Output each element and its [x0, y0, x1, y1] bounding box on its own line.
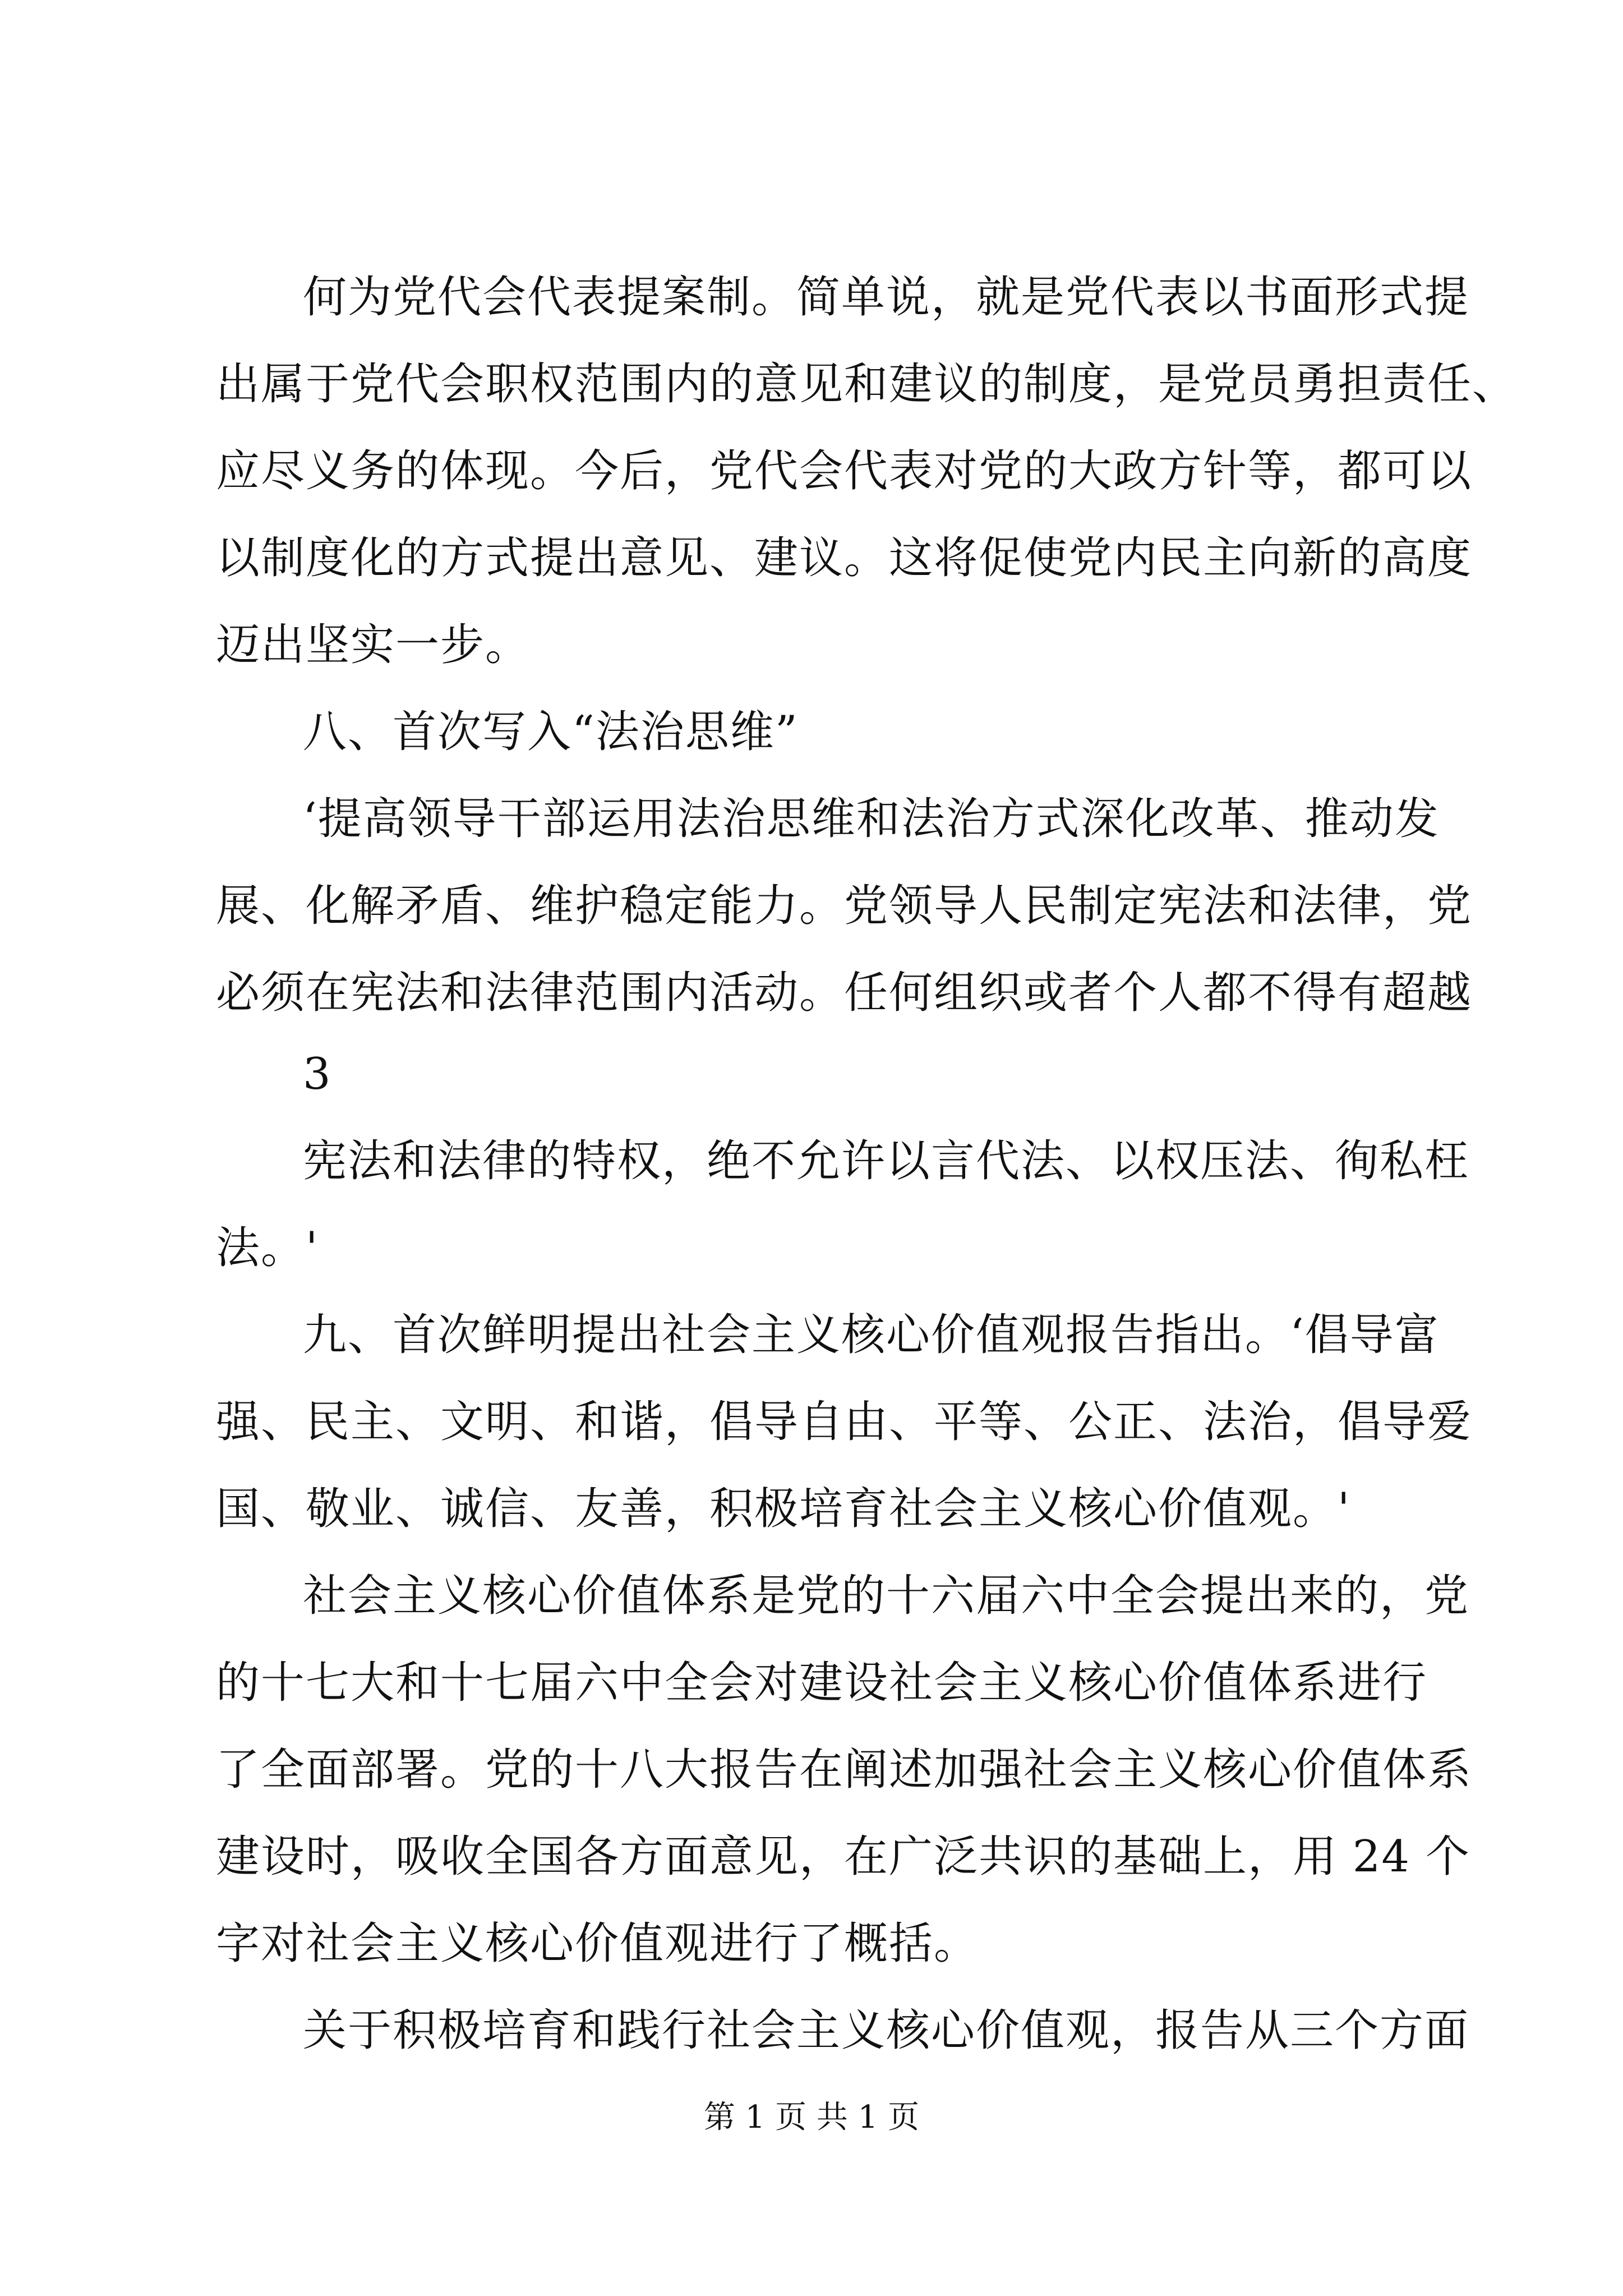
paragraph-3-line-1: 九、首次鲜明提出社会主义核心价值观报告指出。‘倡导富	[303, 1310, 1440, 1360]
paragraph-3-line-2: 强、民主、文明、和谐，倡导自由、平等、公正、法治，倡导爱	[216, 1397, 1473, 1447]
inline-page-number: 3	[303, 1049, 332, 1099]
paragraph-1-line-3: 应尽义务的体现。今后，党代会代表对党的大政方针等，都可以	[216, 446, 1473, 496]
section-heading-eight: 八、首次写入“法治思维”	[303, 707, 799, 757]
paragraph-1-line-2: 出属于党代会职权范围内的意见和建议的制度，是党员勇担责任、	[216, 359, 1518, 409]
paragraph-4-line-3: 了全面部署。党的十八大报告在阐述加强社会主义核心价值体系	[216, 1745, 1473, 1795]
paragraph-2-line-5: 法。'	[216, 1223, 319, 1273]
paragraph-1-line-5: 迈出坚实一步。	[216, 620, 531, 670]
paragraph-1-line-1: 何为党代会代表提案制。简单说，就是党代表以书面形式提	[303, 272, 1470, 323]
page-footer: 第 1 页 共 1 页	[703, 2099, 920, 2136]
paragraph-4-line-5: 字对社会主义核心价值观进行了概括。	[216, 1918, 979, 1969]
paragraph-4-line-4: 建设时，吸收全国各方面意见，在广泛共识的基础上，用 24 个	[216, 1832, 1470, 1882]
paragraph-4-line-1: 社会主义核心价值体系是党的十六届六中全会提出来的，党	[303, 1571, 1470, 1621]
paragraph-3-line-3: 国、敬业、诚信、友善，积极培育社会主义核心价值观。'	[216, 1484, 1351, 1534]
paragraph-2-line-3: 必须在宪法和法律范围内活动。任何组织或者个人都不得有超越	[216, 968, 1473, 1018]
paragraph-1-line-4: 以制度化的方式提出意见、建议。这将促使党内民主向新的高度	[216, 533, 1473, 583]
paragraph-4-line-2: 的十七大和十七届六中全会对建设社会主义核心价值体系进行	[216, 1658, 1428, 1708]
paragraph-2-line-2: 展、化解矛盾、维护稳定能力。党领导人民制定宪法和法律，党	[216, 881, 1473, 931]
paragraph-2-line-4: 宪法和法律的特权，绝不允许以言代法、以权压法、徇私枉	[303, 1136, 1470, 1186]
paragraph-5-line-1: 关于积极培育和践行社会主义核心价值观，报告从三个方面	[303, 2005, 1470, 2056]
paragraph-2-line-1: ‘提高领导干部运用法治思维和法治方式深化改革、推动发	[303, 794, 1440, 844]
